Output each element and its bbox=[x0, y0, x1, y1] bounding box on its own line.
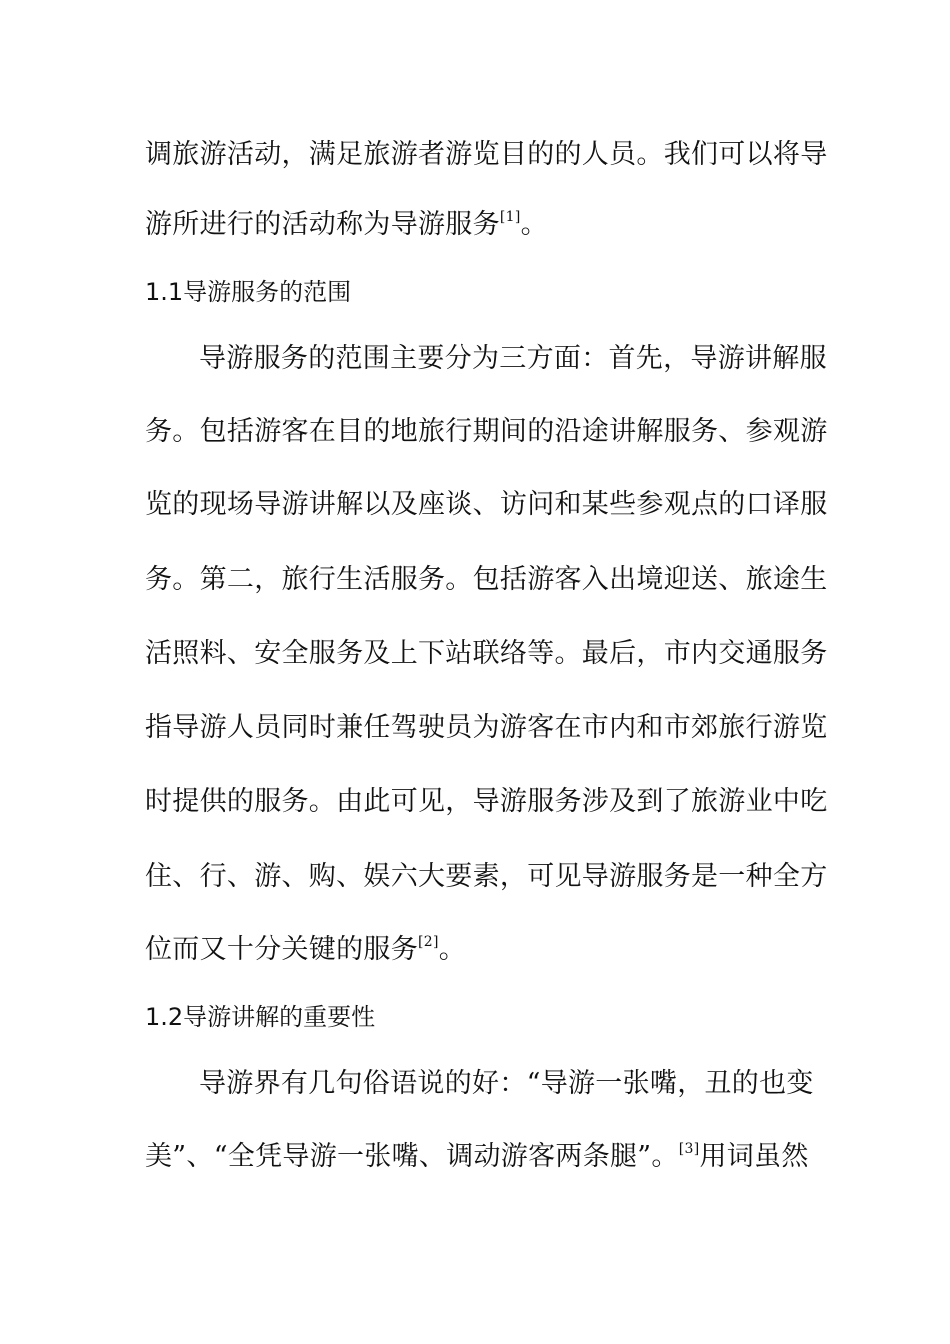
paragraph-line bbox=[145, 932, 815, 968]
section-heading: 1.1导游服务的范围 bbox=[145, 278, 352, 306]
paragraph-line: 导游服务的范围主要分为三方面：首先，导游讲解服 bbox=[199, 343, 827, 374]
line-text: 位而又十分关键的服务 bbox=[145, 934, 418, 965]
citation-ref: [3] bbox=[678, 1141, 700, 1157]
citation-ref: [2] bbox=[418, 934, 439, 950]
paragraph-line: 时提供的服务。由此可见，导游服务涉及到了旅游业中吃 bbox=[145, 786, 828, 817]
paragraph-line bbox=[145, 1139, 815, 1175]
paragraph-line: 务。第二，旅行生活服务。包括游客入出境迎送、旅途生 bbox=[145, 564, 828, 595]
paragraph-line: 调旅游活动，满足旅游者游览目的的人员。我们可以将导 bbox=[145, 139, 828, 170]
paragraph-line: 指导游人员同时兼任驾驶员为游客在市内和市郊旅行游览 bbox=[145, 712, 828, 743]
line-text: 。 bbox=[520, 209, 548, 240]
line-text: 。 bbox=[438, 934, 467, 965]
section-heading: 1.2导游讲解的重要性 bbox=[145, 1003, 376, 1031]
paragraph-line: 住、行、游、购、娱六大要素，可见导游服务是一种全方 bbox=[145, 861, 828, 892]
paragraph-line bbox=[145, 207, 815, 243]
citation-ref: [1] bbox=[499, 209, 521, 225]
line-text: 用词虽然 bbox=[699, 1141, 809, 1172]
line-text: 游所进行的活动称为导游服务 bbox=[145, 209, 500, 240]
paragraph-line: 务。包括游客在目的地旅行期间的沿途讲解服务、参观游 bbox=[145, 416, 828, 447]
paragraph-line: 活照料、安全服务及上下站联络等。最后，市内交通服务 bbox=[145, 638, 828, 669]
line-text: 美”、“全凭导游一张嘴、调动游客两条腿”。 bbox=[145, 1141, 679, 1172]
paragraph-line: 览的现场导游讲解以及座谈、访问和某些参观点的口译服 bbox=[145, 489, 828, 520]
paragraph-line: 导游界有几句俗语说的好：“导游一张嘴，丑的也变 bbox=[199, 1068, 814, 1099]
